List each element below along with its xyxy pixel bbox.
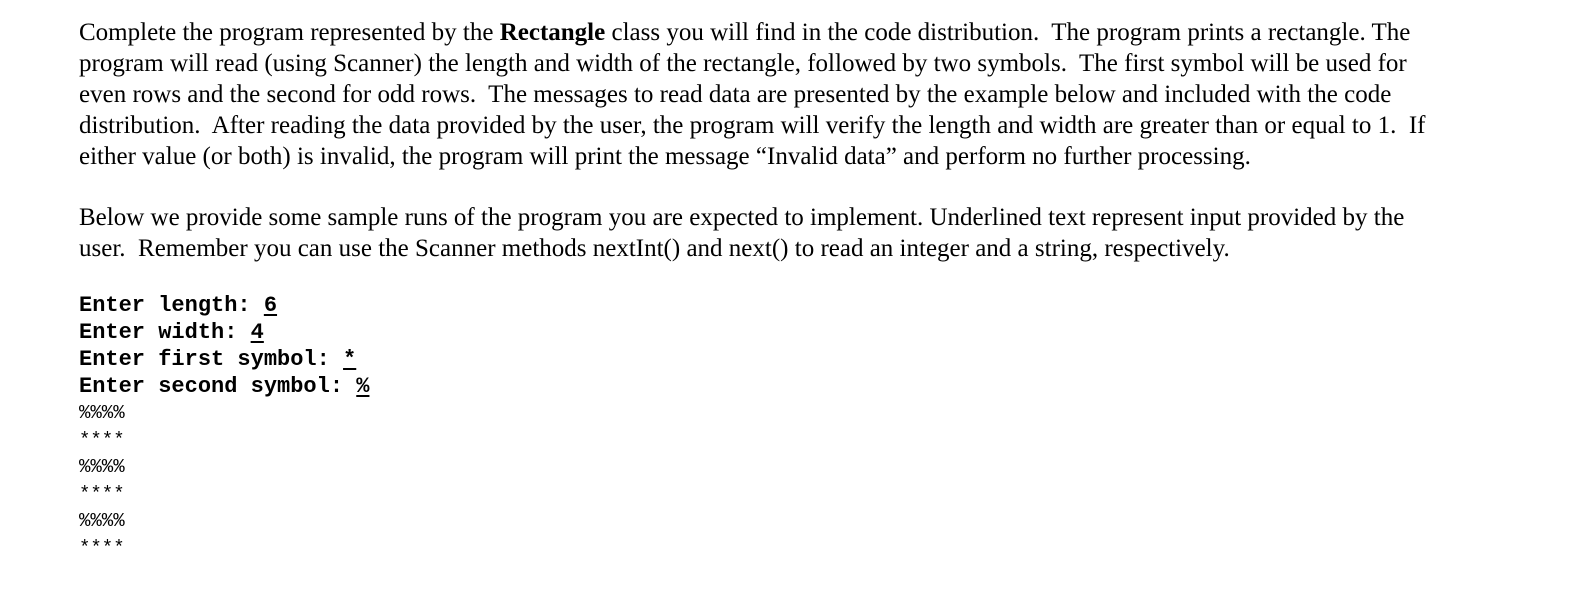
sample-run-console <box>79 292 1519 562</box>
document-page <box>79 17 1519 562</box>
prompt-first-symbol <box>79 346 1519 373</box>
output-row: **** <box>79 429 125 451</box>
sample-runs-paragraph <box>79 202 1519 264</box>
paragraph-line: distribution. After reading the data provided by the user, the program will verify the length and width are greater than or equal to 1. If <box>79 112 1426 139</box>
output-row: **** <box>79 537 125 559</box>
paragraph-line: even rows and the second for odd rows. The messages to read data are presented by the example below and included with the code <box>79 81 1392 108</box>
prompt-label: Enter width: <box>79 320 251 345</box>
output-row: %%%% <box>79 402 125 424</box>
paragraph-line: Below we provide some sample runs of the program you are expected to implement. Underlined text represent input provided by the <box>79 204 1405 231</box>
prompt-second-symbol <box>79 373 1519 400</box>
text-run: Complete the program represented by the <box>79 19 500 46</box>
paragraph-line: user. Remember you can use the Scanner methods nextInt() and next() to read an integer and a string, respectively. <box>79 235 1230 262</box>
prompt-width <box>79 319 1519 346</box>
class-name-bold: Rectangle <box>499 19 606 46</box>
user-input: 4 <box>250 320 264 345</box>
prompt-label: Enter length: <box>79 293 264 318</box>
user-input: 6 <box>263 293 278 318</box>
output-row: **** <box>79 483 125 505</box>
prompt-label: Enter second symbol: <box>79 374 357 399</box>
user-input: * <box>343 347 357 372</box>
paragraph-line: either value (or both) is invalid, the program will print the message “Invalid data” and perform no further processing. <box>79 143 1251 170</box>
paragraph-line <box>79 17 1519 48</box>
prompt-label: Enter first symbol: <box>79 347 344 372</box>
prompt-length <box>79 292 1519 319</box>
user-input: % <box>356 374 370 399</box>
instructions-paragraph <box>79 17 1519 172</box>
output-row: %%%% <box>79 510 125 532</box>
paragraph-line: program will read (using Scanner) the length and width of the rectangle, followed by two symbols. The first symbol will be used for <box>79 50 1407 77</box>
text-run: class you will find in the code distribution. The program prints a rectangle. The <box>605 19 1411 46</box>
output-row: %%%% <box>79 456 125 478</box>
